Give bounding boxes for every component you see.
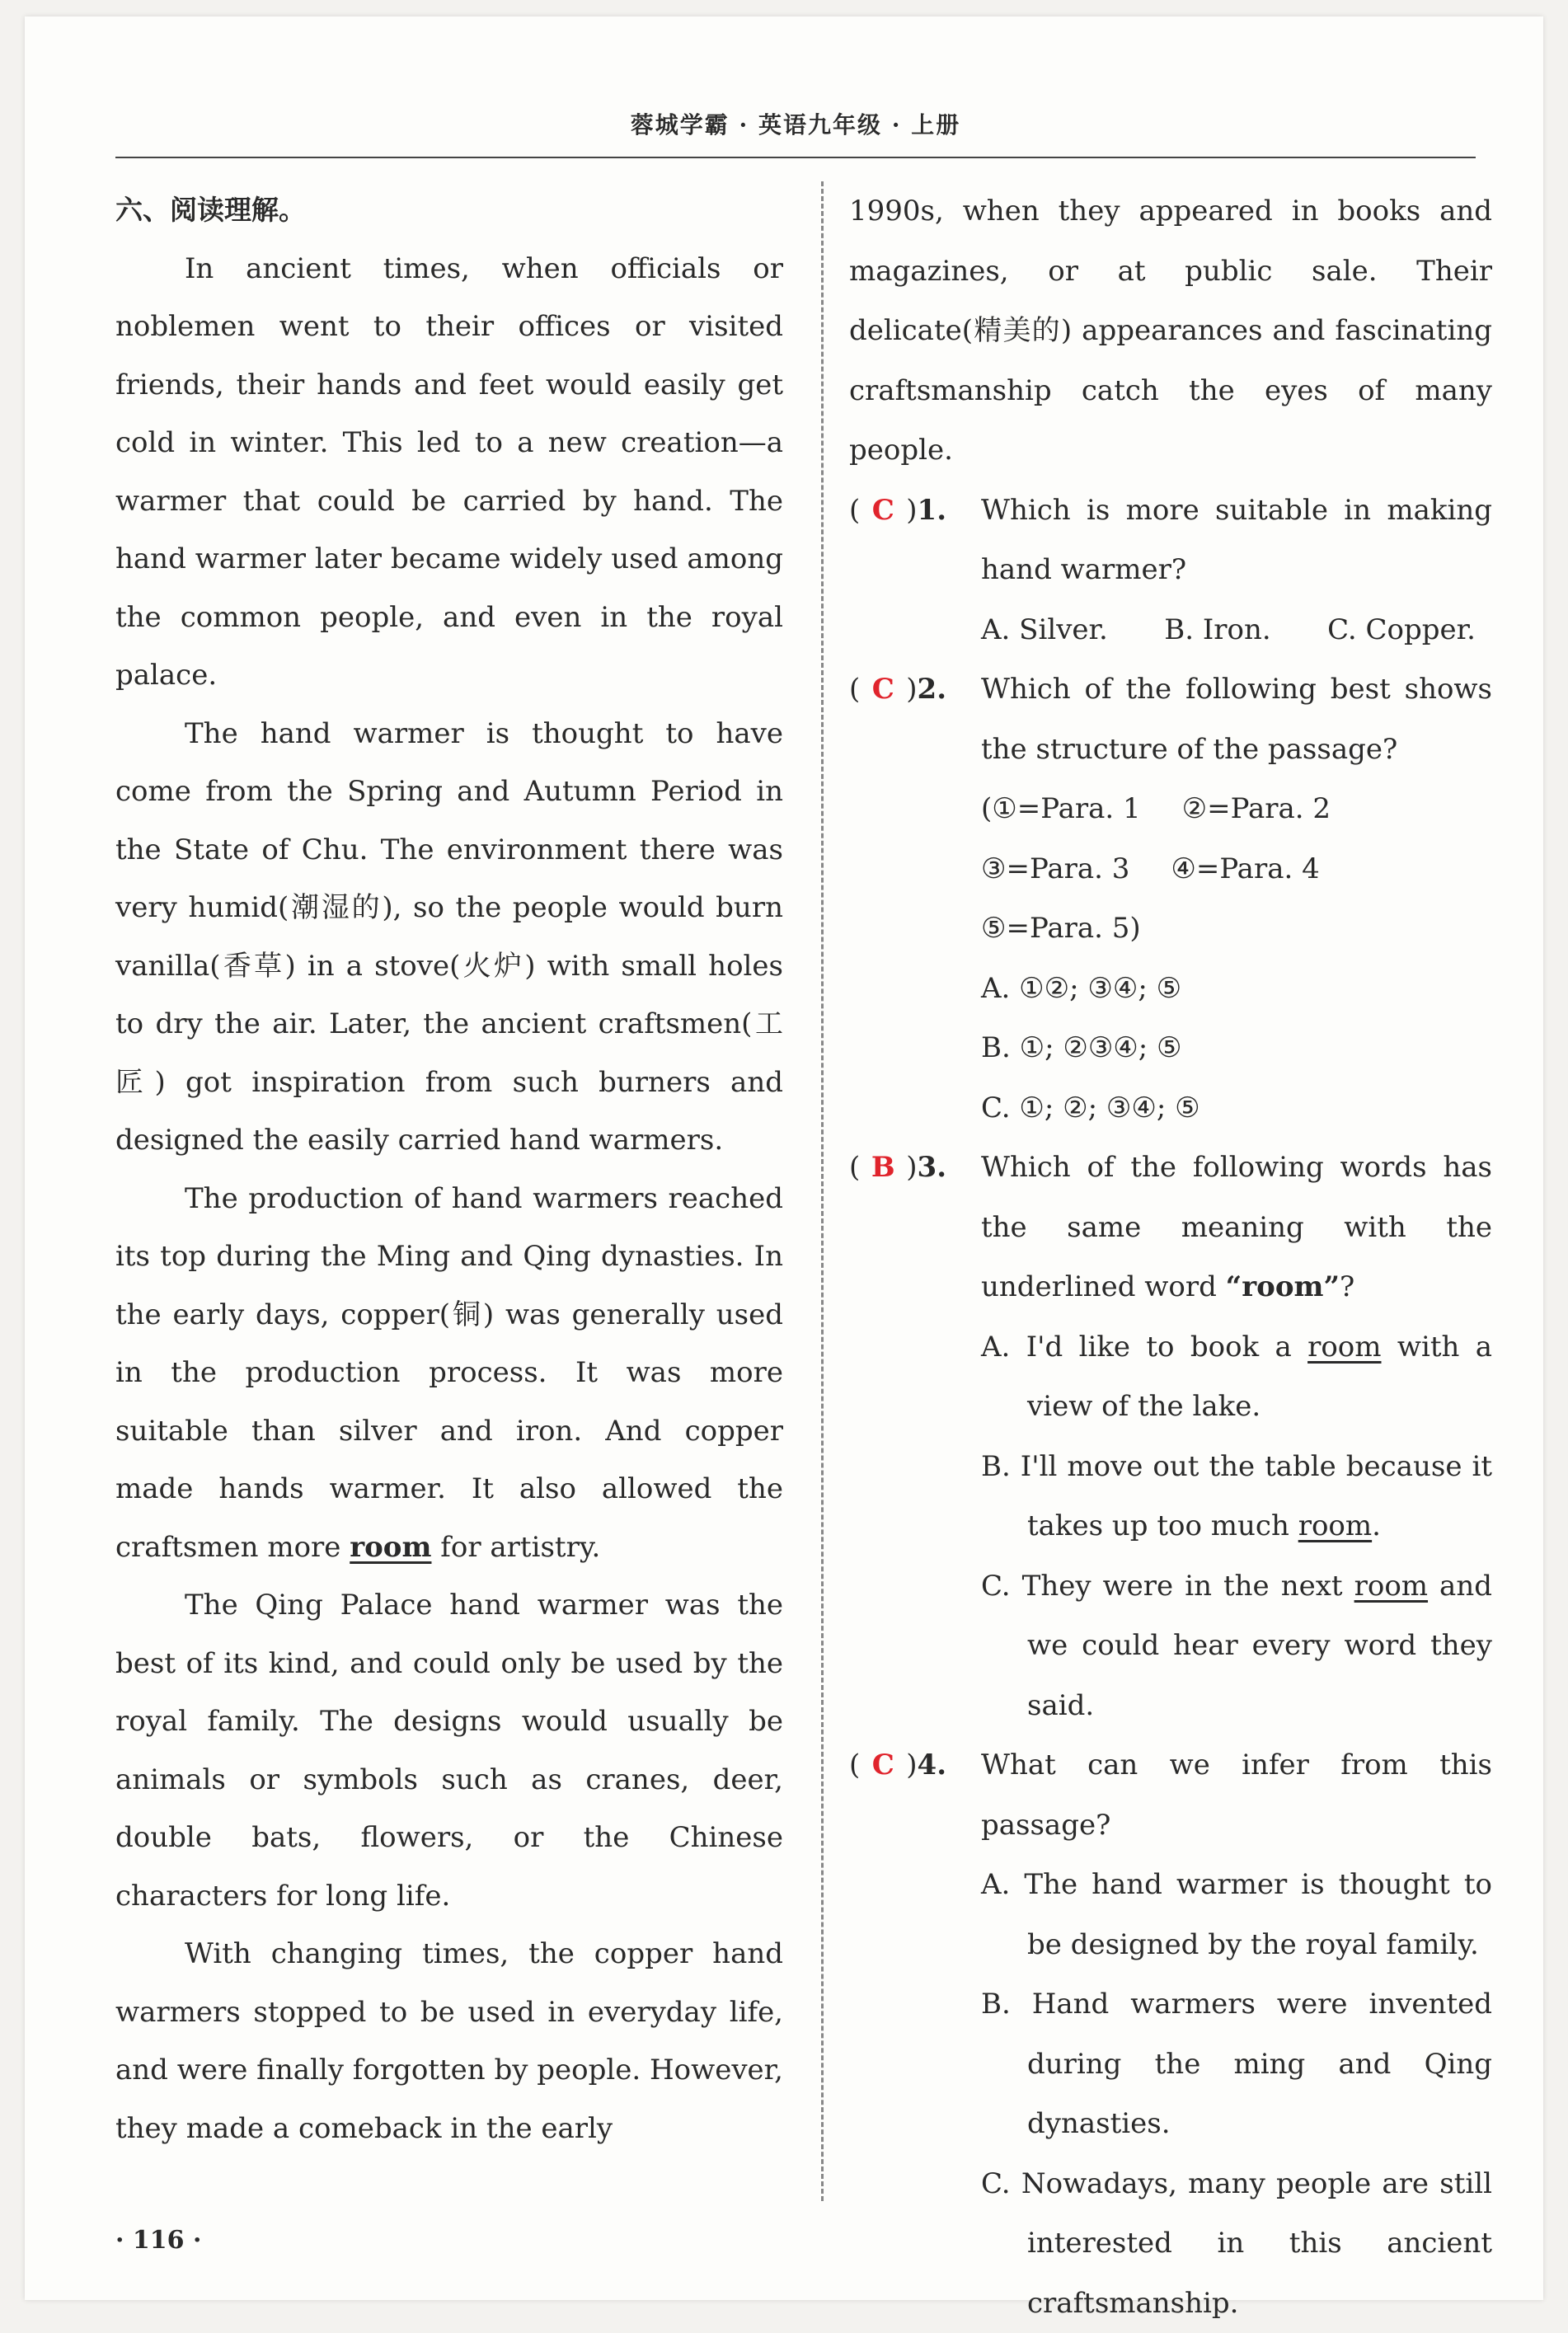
answer-bracket-3: ( B )3.	[849, 1138, 981, 1317]
answer-3: B	[860, 1138, 906, 1198]
para-key-3: ③=Para. 3	[981, 839, 1129, 899]
option-3b-text: B. I'll move out the table because it takes up too much	[981, 1450, 1492, 1543]
question-3-stem	[981, 1138, 1492, 1317]
question-4	[849, 1735, 1492, 1855]
question-1	[849, 481, 1492, 600]
passage-paragraph-1: In ancient times, when officials or noblemen went to their offices or visited friends, their hands and feet would easily get cold in winter. This led to a new creation—a warmer that could be carried by hand. The hand warmer later became widely used among the common people, and even in the royal palace.	[115, 240, 783, 705]
column-divider	[821, 181, 824, 2201]
question-2	[849, 660, 1492, 779]
option-3c	[981, 1556, 1492, 1736]
page	[25, 16, 1543, 2300]
question-3	[849, 1138, 1492, 1317]
question-3-keyword: “room”	[1226, 1270, 1340, 1303]
answer-2: C	[860, 660, 906, 720]
option-1a: A. Silver.	[981, 600, 1108, 660]
option-3b-text-end: .	[1372, 1509, 1381, 1542]
passage-paragraph-3	[115, 1170, 783, 1577]
option-1b: B. Iron.	[1164, 600, 1270, 660]
option-3a-underlined: room	[1307, 1331, 1381, 1364]
question-4-options	[981, 1855, 1492, 2333]
question-3-stem-text: Which of the following words has the same meaning with the underlined word	[981, 1151, 1492, 1303]
question-number-2: 2.	[918, 673, 947, 706]
option-2b: B. ①; ②③④; ⑤	[981, 1018, 1492, 1078]
question-4-stem: What can we infer from this passage?	[981, 1735, 1492, 1855]
answer-1: C	[860, 481, 906, 541]
passage-paragraph-5-continued: 1990s, when they appeared in books and magazines, or at public sale. Their delicate(精美的) appearances and fascinating craftsmanship catch the eyes of many people.	[849, 181, 1492, 481]
option-3a-text-end: with a view of the lake.	[1027, 1331, 1492, 1424]
option-3a-text: A. I'd like to book a	[981, 1331, 1307, 1364]
right-column	[849, 181, 1492, 2333]
question-2-stem: Which of the following best shows the structure of the passage?	[981, 660, 1492, 779]
option-3c-underlined: room	[1354, 1570, 1428, 1603]
para-key-4: ④=Para. 4	[1171, 839, 1319, 899]
para-key-2: ②=Para. 2	[1182, 779, 1331, 839]
page-header: 蓉城学霸 · 英语九年级 · 上册	[115, 107, 1476, 158]
answer-bracket-2: ( C )2.	[849, 660, 981, 779]
question-number-1: 1.	[918, 494, 947, 527]
option-2a: A. ①②; ③④; ⑤	[981, 959, 1492, 1019]
option-3c-text-end: and we could hear every word they said.	[1027, 1570, 1492, 1722]
option-1c: C. Copper.	[1327, 600, 1476, 660]
answer-bracket-4: ( C )4.	[849, 1735, 981, 1855]
option-3b-underlined: room	[1298, 1509, 1372, 1542]
left-column	[115, 181, 783, 2157]
question-1-stem: Which is more suitable in making hand warmer?	[981, 481, 1492, 600]
option-2c: C. ①; ②; ③④; ⑤	[981, 1078, 1492, 1138]
option-3c-text: C. They were in the next	[981, 1570, 1354, 1603]
passage-paragraph-2: The hand warmer is thought to have come from the Spring and Autumn Period in the State of Chu. The environment there was very humid(潮湿的), so the people would burn vanilla(香草) in a stove(火炉) with small holes to dry the air. Later, the ancient craftsmen(工匠) got inspiration from such burners and designed the easily carried hand warmers.	[115, 705, 783, 1170]
paragraph-3-text-after: for artistry.	[431, 1531, 600, 1564]
option-3b	[981, 1437, 1492, 1556]
answer-4: C	[860, 1735, 906, 1796]
question-3-stem-end: ?	[1340, 1270, 1354, 1303]
passage-paragraph-5: With changing times, the copper hand warmers stopped to be used in everyday life, and were finally forgotten by people. However, they made a comeback in the early	[115, 1925, 783, 2157]
question-number-3: 3.	[918, 1151, 947, 1184]
option-4a: A. The hand warmer is thought to be designed by the royal family.	[981, 1855, 1492, 1974]
question-3-options	[981, 1317, 1492, 1736]
section-title: 六、阅读理解。	[115, 181, 783, 240]
question-2-options	[981, 779, 1492, 1138]
page-number: · 116 ·	[115, 2226, 201, 2255]
option-4c: C. Nowadays, many people are still interested in this ancient craftsmanship.	[981, 2154, 1492, 2333]
option-4b: B. Hand warmers were invented during the ming and Qing dynasties.	[981, 1974, 1492, 2154]
paragraph-3-text-before: The production of hand warmers reached its top during the Ming and Qing dynasties. In the early days, copper(铜) was generally used in the production process. It was more suitable than silver and iron. And copper made hands warmer. It also allowed the craftsmen more	[115, 1182, 783, 1564]
answer-bracket-1: ( C )1.	[849, 481, 981, 600]
question-1-options	[981, 600, 1492, 660]
option-3a	[981, 1317, 1492, 1437]
question-number-4: 4.	[918, 1749, 947, 1781]
underlined-word-room: room	[350, 1531, 431, 1564]
para-key-5: ⑤=Para. 5)	[981, 899, 1492, 959]
passage-paragraph-4: The Qing Palace hand warmer was the best of its kind, and could only be used by the royal family. The designs would usually be animals or symbols such as cranes, deer, double bats, flowers, or the Chinese characters for long life.	[115, 1576, 783, 1925]
para-key-1: (①=Para. 1	[981, 779, 1141, 839]
